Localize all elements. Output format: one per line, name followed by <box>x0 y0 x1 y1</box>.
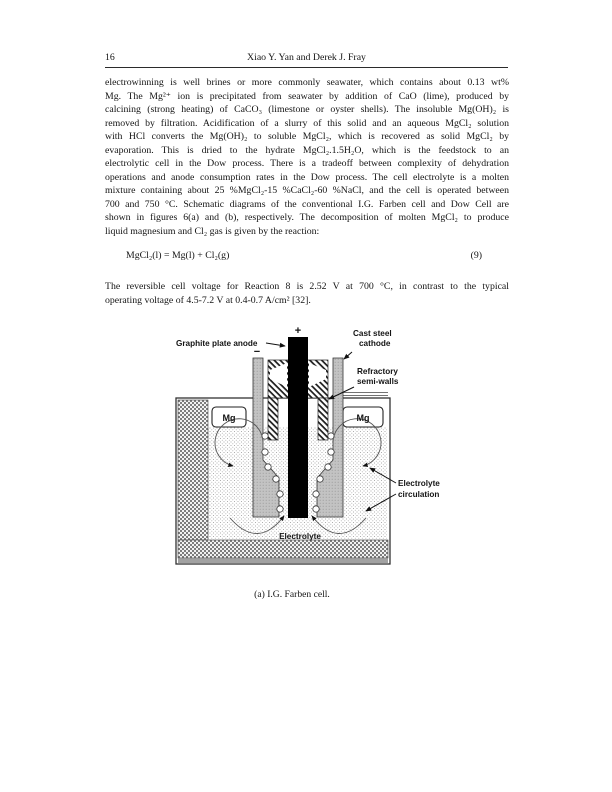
furnace-floor <box>178 540 388 558</box>
furnace-wall-left <box>178 400 208 540</box>
paragraph-1 <box>105 76 509 238</box>
text-line: shown in figures 6(a) and (b), respectively. The decomposition of molten MgCl₂ to produce <box>105 212 509 223</box>
anode-polarity-sign: + <box>294 325 302 337</box>
text-line: calcining (strong heating) of CaCO₃ (limestone or oyster shells). The insoluble Mg(OH)₂ is <box>105 104 509 115</box>
refractory-label-line2: semi-walls <box>357 377 399 386</box>
text-line: electrowinning is well brines or more commonly seawater, which contains about 0.13 wt% <box>105 77 509 88</box>
text-line: operating voltage of 4.5-7.2 V at 0.4-0.7 A/cm² [32]. <box>105 294 311 306</box>
figure-caption: (a) I.G. Farben cell. <box>254 589 330 600</box>
anode-label: Graphite plate anode <box>176 339 258 348</box>
refractory-wall-left <box>268 398 278 440</box>
text-line: 700 and 750 °C. Schematic diagrams of the conventional I.G. Farben cell and Dow Cell are <box>105 198 509 210</box>
text-line: removed by filtration. Acidification of a slurry of this solid and an aqueous MgCl₂ solution <box>105 117 509 129</box>
page-header <box>105 50 508 68</box>
equation-row <box>105 250 509 264</box>
cathode-polarity-sign: − <box>253 346 261 358</box>
text-line: operations and anode consumption rates in the Dow process. The cell electrolyte is a molten <box>105 171 509 183</box>
text-line: Mg. The Mg²⁺ ion is precipitated from seawater by addition of CaO (lime), produced by <box>105 90 509 102</box>
mg-label-right: Mg <box>356 413 370 423</box>
equation-number: (9) <box>470 250 482 261</box>
text-line: liquid magnesium and Cl₂ gas is given by the reaction: <box>105 225 320 237</box>
mg-label-left: Mg <box>222 413 236 423</box>
page-number: 16 <box>105 52 115 63</box>
text-line: The reversible cell voltage for Reaction 8 is 2.52 V at 700 °C, in contrast to the typical <box>105 281 509 292</box>
anode-bar <box>288 337 308 518</box>
electrolyte-label: Electrolyte <box>279 532 321 541</box>
refractory-wall-right <box>318 398 328 440</box>
text-line: mixture containing about 25 %MgCl₂-15 %CaCl₂-60 %NaCl, and the cell is operated between <box>105 185 509 196</box>
text-line: electrolytic cell in the Dow process. There is a tradeoff between complexity of dehydration <box>105 158 509 169</box>
cathode-label-line1: Cast steel <box>353 329 392 338</box>
paragraph-2 <box>105 280 509 307</box>
running-title: Xiao Y. Yan and Derek J. Fray <box>247 52 366 63</box>
farben-cell-figure <box>160 322 460 582</box>
text-line: with HCl converts the Mg(OH)₂ to soluble MgCl₂, which is recovered as solid MgCl₂ by <box>105 131 509 142</box>
refractory-label-line1: Refractory <box>357 367 398 376</box>
equation: MgCl₂(l) = Mg(l) + Cl₂(g) <box>126 250 230 261</box>
text-line: evaporation. This is dried to the hydrate MgCl₂.1.5H₂O, which is the feedstock to an <box>105 144 509 156</box>
circulation-label-line1: Electrolyte <box>398 479 440 488</box>
cathode-label-line2: cathode <box>359 339 391 348</box>
circulation-label-line2: circulation <box>398 490 440 499</box>
floor-shadow <box>178 559 388 564</box>
